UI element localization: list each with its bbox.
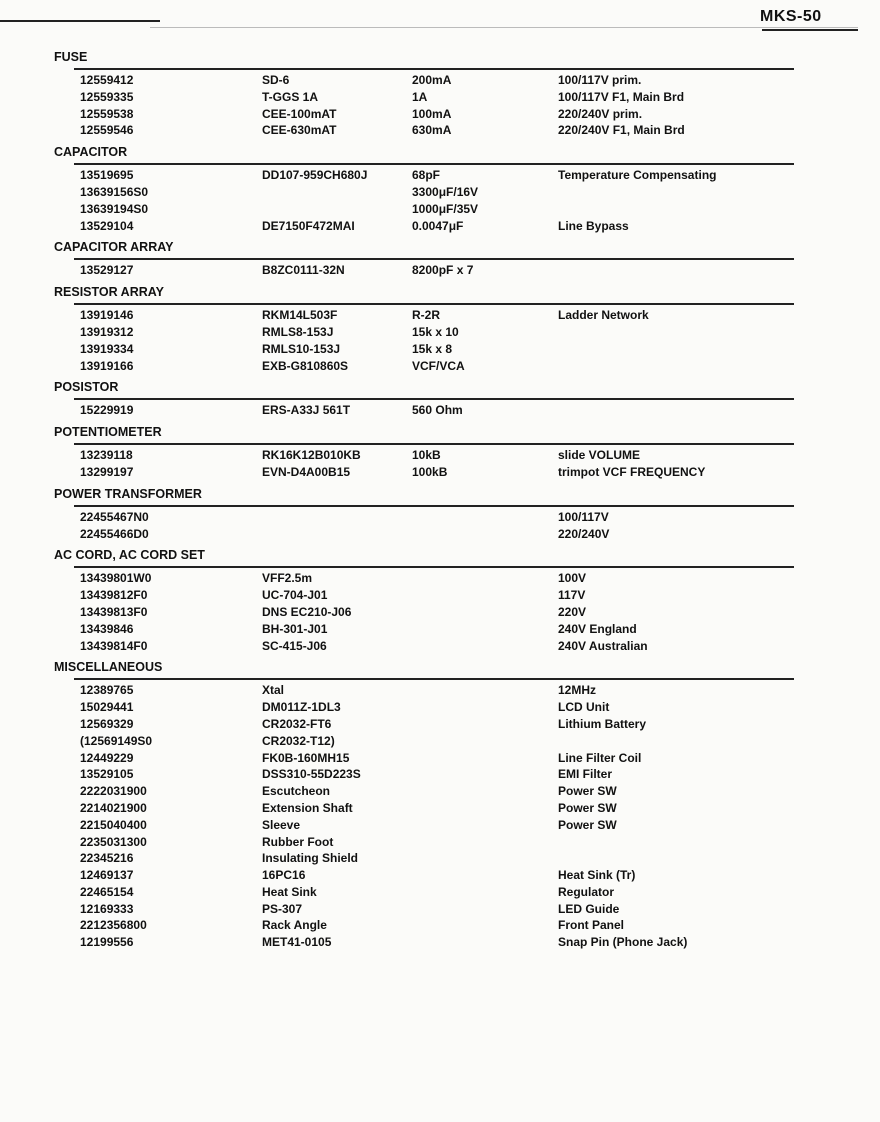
part-description: [558, 324, 788, 341]
part-description: Power SW: [558, 817, 617, 832]
part-name: CR2032-FT6: [262, 716, 332, 731]
part-description: EMI Filter: [558, 767, 613, 782]
part-name: Rubber Foot: [262, 834, 334, 849]
table-row: [54, 184, 794, 201]
part-name: CEE-630mAT: [262, 123, 337, 138]
part-name: EXB-G810860S: [262, 358, 349, 373]
part-description: Line Filter Coil: [558, 750, 642, 765]
part-number: 12389765: [80, 683, 134, 698]
part-value: 68pF: [412, 168, 441, 183]
part-value: 100kB: [412, 464, 448, 479]
part-number: 12559546: [80, 123, 134, 138]
part-name: T-GGS 1A: [262, 89, 319, 104]
model-number: MKS-50: [760, 8, 822, 25]
part-number: 12469137: [80, 868, 134, 883]
part-description: [558, 850, 788, 867]
table-row: [54, 783, 794, 800]
part-value: [412, 750, 558, 767]
table-row: [54, 509, 794, 526]
part-value: 200mA: [412, 73, 452, 87]
table-row: [54, 733, 794, 750]
part-description: Power SW: [558, 784, 617, 799]
section: [54, 238, 794, 283]
part-value: 15k x 8: [412, 341, 453, 356]
table-row: [54, 587, 794, 604]
part-name: RMLS10-153J: [262, 341, 341, 356]
part-value: 3300μF/16V: [412, 184, 479, 199]
part-number: 13529127: [80, 263, 134, 278]
part-description: Snap Pin (Phone Jack): [558, 935, 688, 950]
part-number: 13639194S0: [80, 201, 149, 216]
part-value: 560 Ohm: [412, 403, 463, 418]
part-value: [412, 766, 558, 783]
part-name: RK16K12B010KB: [262, 448, 361, 463]
part-name: Sleeve: [262, 817, 301, 832]
section-title: RESISTOR ARRAY: [54, 285, 164, 300]
part-description: [558, 201, 788, 218]
section-title: CAPACITOR: [54, 145, 128, 160]
part-name: EVN-D4A00B15: [262, 464, 351, 479]
part-description: [558, 262, 788, 279]
part-value: VCF/VCA: [412, 358, 465, 373]
part-number: 13639156S0: [80, 184, 149, 199]
part-description: LED Guide: [558, 901, 620, 916]
section-rows: [54, 305, 794, 378]
part-number: 13439812F0: [80, 588, 148, 603]
part-name: [262, 201, 412, 218]
table-row: [54, 901, 794, 918]
part-value: 15k x 10: [412, 324, 459, 339]
table-row: [54, 699, 794, 716]
part-name: DNS EC210-J06: [262, 604, 352, 619]
part-name: RKM14L503F: [262, 308, 338, 323]
part-value: 8200pF x 7: [412, 263, 474, 278]
part-number: 13529105: [80, 767, 134, 782]
part-value: 10kB: [412, 448, 441, 463]
table-row: [54, 750, 794, 767]
part-number: 2215040400: [80, 817, 147, 832]
part-value: [412, 604, 558, 621]
part-description: 240V Australian: [558, 638, 648, 653]
part-description: [558, 834, 788, 851]
part-description: 220V: [558, 604, 587, 619]
part-value: [412, 934, 558, 951]
part-number: 22465154: [80, 884, 134, 899]
part-value: [412, 834, 558, 851]
table-row: [54, 218, 794, 235]
section-rows: [54, 70, 794, 143]
part-name: Heat Sink: [262, 884, 317, 899]
section-title: CAPACITOR ARRAY: [54, 240, 174, 255]
table-row: [54, 307, 794, 324]
section-rows: [54, 400, 794, 423]
part-name: Escutcheon: [262, 784, 331, 799]
part-number: 15229919: [80, 403, 134, 418]
part-name: BH-301-J01: [262, 621, 328, 636]
section: [54, 546, 794, 658]
part-description: 100/117V prim.: [558, 73, 642, 87]
part-name: [262, 184, 412, 201]
section-title: POWER TRANSFORMER: [54, 486, 202, 501]
part-description: [558, 402, 788, 419]
part-description: 100/117V: [558, 509, 609, 524]
part-name: Xtal: [262, 683, 285, 698]
section: [54, 143, 794, 238]
part-number: 12449229: [80, 750, 134, 765]
part-value: [412, 716, 558, 733]
part-number: 13529104: [80, 218, 134, 233]
part-name: DM011Z-1DL3: [262, 700, 341, 715]
part-value: 1A: [412, 89, 428, 104]
table-row: [54, 106, 794, 123]
part-number: 13919334: [80, 341, 134, 356]
part-name: ERS-A33J 561T: [262, 403, 351, 418]
table-row: [54, 122, 794, 139]
part-name: VFF2.5m: [262, 571, 313, 586]
part-value: 0.0047μF: [412, 218, 464, 233]
table-row: [54, 262, 794, 279]
part-description: LCD Unit: [558, 700, 610, 715]
part-number: 12559412: [80, 73, 134, 87]
part-description: trimpot VCF FREQUENCY: [558, 464, 706, 479]
part-value: [412, 733, 558, 750]
part-value: R-2R: [412, 308, 441, 323]
table-row: [54, 72, 794, 89]
table-row: [54, 324, 794, 341]
table-row: [54, 167, 794, 184]
section-title: POSISTOR: [54, 380, 119, 395]
part-value: [412, 884, 558, 901]
top-faint-rule: [150, 27, 858, 28]
table-row: [54, 716, 794, 733]
part-number: 2235031300: [80, 834, 147, 849]
section-rows: [54, 165, 794, 238]
table-row: [54, 817, 794, 834]
section: [54, 423, 794, 485]
part-number: 13239118: [80, 448, 133, 463]
table-row: [54, 834, 794, 851]
table-row: [54, 341, 794, 358]
section: [54, 378, 794, 423]
part-number: 13919166: [80, 358, 134, 373]
part-number: 2212356800: [80, 918, 147, 933]
section-rows: [54, 507, 794, 547]
part-name: [262, 509, 412, 526]
part-description: Heat Sink (Tr): [558, 868, 636, 883]
part-value: [412, 867, 558, 884]
section: [54, 658, 794, 955]
section: [54, 485, 794, 547]
part-number: 13919312: [80, 324, 134, 339]
table-row: [54, 464, 794, 481]
part-description: Front Panel: [558, 918, 625, 933]
part-value: [412, 587, 558, 604]
table-row: [54, 766, 794, 783]
part-number: 22345216: [80, 851, 134, 866]
part-number: 13439814F0: [80, 638, 148, 653]
part-value: [412, 570, 558, 587]
part-number: 15029441: [80, 700, 134, 715]
section-rows: [54, 260, 794, 283]
table-row: [54, 850, 794, 867]
section-title: AC CORD, AC CORD SET: [54, 548, 205, 563]
part-number: 13439801W0: [80, 571, 152, 586]
part-description: [558, 341, 788, 358]
top-left-rule: [0, 20, 160, 22]
table-row: [54, 570, 794, 587]
part-number: 12569329: [80, 716, 134, 731]
table-row: [54, 638, 794, 655]
part-value: [412, 526, 558, 543]
part-value: [412, 509, 558, 526]
part-value: [412, 638, 558, 655]
section-title: POTENTIOMETER: [54, 425, 162, 440]
part-number: (12569149S0: [80, 733, 153, 748]
section: [54, 283, 794, 378]
part-name: DE7150F472MAI: [262, 218, 355, 233]
part-description: Lithium Battery: [558, 716, 647, 731]
part-description: 12MHz: [558, 683, 597, 698]
part-description: 117V: [558, 588, 586, 603]
part-description: slide VOLUME: [558, 448, 641, 463]
table-row: [54, 917, 794, 934]
part-value: [412, 621, 558, 638]
part-name: CR2032-T12): [262, 733, 335, 748]
part-description: [558, 733, 788, 750]
part-value: [412, 917, 558, 934]
part-number: 13519695: [80, 168, 134, 183]
part-number: 22455466D0: [80, 526, 149, 541]
part-description: [558, 358, 788, 375]
part-name: PS-307: [262, 901, 303, 916]
part-name: Rack Angle: [262, 918, 327, 933]
part-name: MET41-0105: [262, 935, 332, 950]
parts-list: [54, 48, 794, 955]
part-description: Regulator: [558, 884, 615, 899]
table-row: [54, 402, 794, 419]
part-number: 12199556: [80, 935, 134, 950]
part-name: Insulating Shield: [262, 851, 359, 866]
part-number: 12559538: [80, 106, 134, 121]
part-description: Temperature Compensating: [558, 168, 717, 183]
part-name: [262, 526, 412, 543]
part-name: DSS310-55D223S: [262, 767, 361, 782]
table-row: [54, 447, 794, 464]
part-name: UC-704-J01: [262, 588, 328, 603]
part-description: Line Bypass: [558, 218, 629, 233]
table-row: [54, 621, 794, 638]
section-rows: [54, 680, 794, 955]
table-row: [54, 604, 794, 621]
part-name: RMLS8-153J: [262, 324, 334, 339]
part-value: 1000μF/35V: [412, 201, 479, 216]
part-name: CEE-100mAT: [262, 106, 337, 121]
part-value: [412, 699, 558, 716]
table-row: [54, 526, 794, 543]
part-description: 100/117V F1, Main Brd: [558, 89, 685, 104]
part-number: 2222031900: [80, 784, 147, 799]
part-value: [412, 850, 558, 867]
part-value: [412, 783, 558, 800]
part-value: 630mA: [412, 123, 452, 138]
table-row: [54, 934, 794, 951]
part-description: 220/240V: [558, 526, 610, 541]
table-row: [54, 884, 794, 901]
part-name: B8ZC0111-32N: [262, 263, 345, 278]
part-number: 13919146: [80, 308, 134, 323]
part-number: 13299197: [80, 464, 134, 479]
part-number: 2214021900: [80, 800, 147, 815]
section: [54, 48, 794, 143]
part-number: 13439846: [80, 621, 134, 636]
part-number: 22455467N0: [80, 509, 149, 524]
part-description: 220/240V F1, Main Brd: [558, 123, 685, 138]
part-value: [412, 901, 558, 918]
table-row: [54, 867, 794, 884]
part-value: [412, 800, 558, 817]
part-description: Power SW: [558, 800, 617, 815]
part-value: [412, 682, 558, 699]
part-description: 100V: [558, 571, 587, 586]
part-name: SC-415-J06: [262, 638, 327, 653]
part-value: 100mA: [412, 106, 452, 121]
part-description: 220/240V prim.: [558, 106, 643, 121]
part-name: DD107-959CH680J: [262, 168, 368, 183]
part-value: [412, 817, 558, 834]
part-name: 16PC16: [262, 868, 306, 883]
part-name: SD-6: [262, 73, 290, 87]
table-row: [54, 800, 794, 817]
part-description: 240V England: [558, 621, 637, 636]
part-number: 12559335: [80, 89, 134, 104]
part-name: FK0B-160MH15: [262, 750, 350, 765]
part-name: Extension Shaft: [262, 800, 353, 815]
section-rows: [54, 568, 794, 658]
section-title: FUSE: [54, 50, 88, 64]
section-title: MISCELLANEOUS: [54, 660, 163, 675]
table-row: [54, 682, 794, 699]
table-row: [54, 358, 794, 375]
part-number: 12169333: [80, 901, 134, 916]
top-right-rule: [762, 29, 858, 31]
part-description: Ladder Network: [558, 308, 649, 323]
part-number: 13439813F0: [80, 604, 148, 619]
table-row: [54, 201, 794, 218]
part-description: [558, 184, 788, 201]
section-rows: [54, 445, 794, 485]
table-row: [54, 89, 794, 106]
